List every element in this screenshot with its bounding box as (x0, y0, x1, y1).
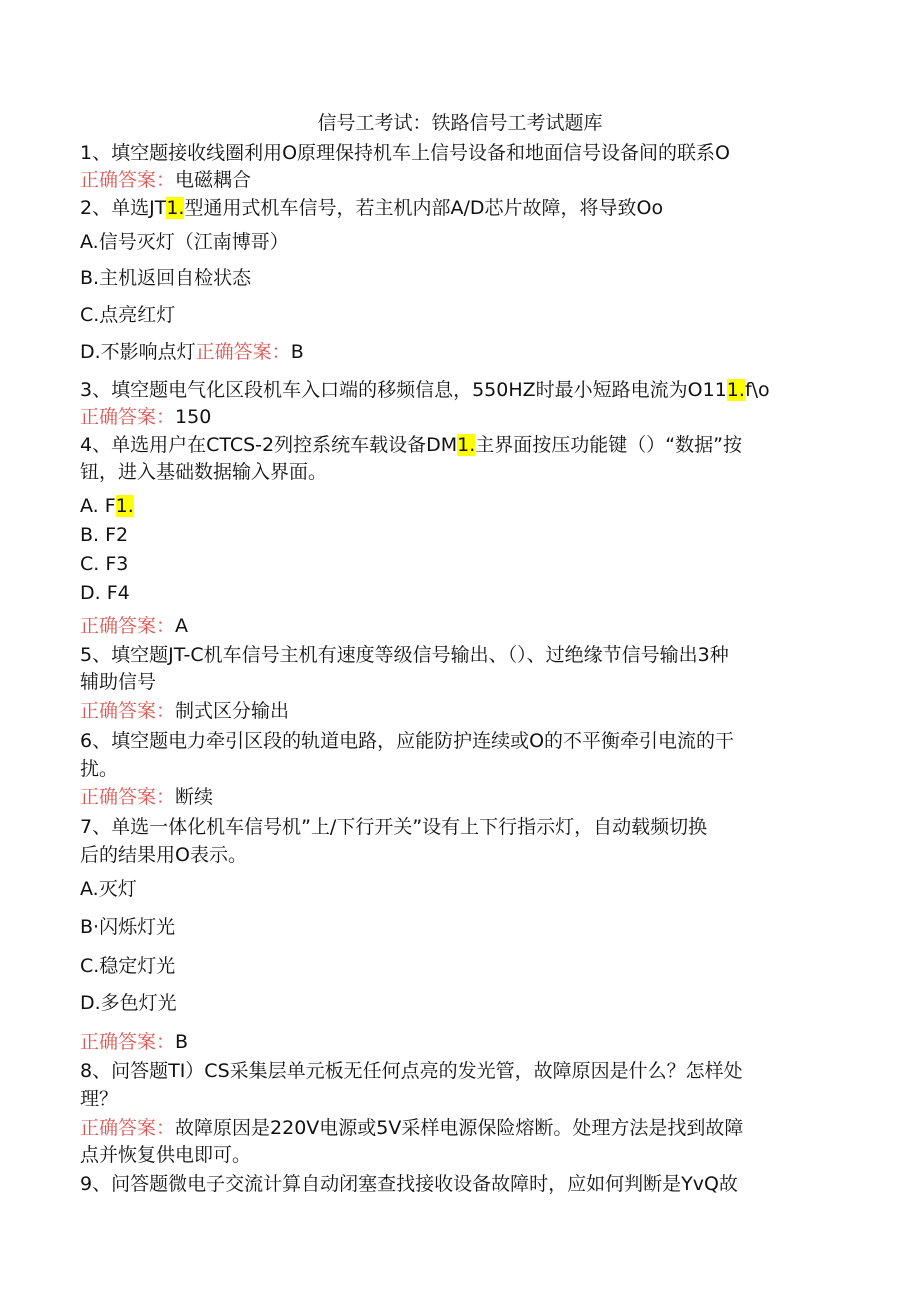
answer-text: 电磁耦合 (175, 169, 252, 191)
highlighted-text: 1. (115, 495, 134, 517)
question-7-stem-line2: 后的结果用O表示。 (80, 844, 247, 866)
stem-text: 4、单选用户在CTCS-2列控系统车载设备DM (80, 434, 458, 456)
question-5-stem: 5、填空题JT-C机车信号主机有速度等级信号输出、（）、过绝缘节信号输出3种 (80, 644, 729, 666)
answer-label: 正确答案： (80, 1031, 176, 1053)
option-text: A. F (80, 495, 116, 517)
question-6-stem: 6、填空题电力牵引区段的轨道电路，应能防护连续或O的不平衡牵引电流的干 (80, 730, 735, 752)
question-2-option-a: A.信号灭灯（江南博哥） (80, 231, 289, 253)
answer-label: 正确答案： (80, 786, 176, 808)
answer-text: 断续 (175, 786, 214, 808)
answer-label: 正确答案： (80, 406, 176, 428)
question-4-option-a (80, 493, 840, 519)
stem-text: f\o (744, 379, 770, 401)
question-7-answer (80, 1029, 840, 1055)
question-2-option-d (80, 339, 840, 365)
highlighted-text: 1. (166, 197, 185, 219)
question-2-option-c: C.点亮红灯 (80, 304, 176, 326)
question-3-stem (80, 377, 840, 403)
question-4-stem-line2: 钮，进入基础数据输入界面。 (80, 461, 328, 483)
question-6-stem-line2: 扰。 (80, 758, 119, 780)
question-4-option-b: B. F2 (80, 524, 129, 546)
question-1-answer (80, 167, 840, 193)
question-7-option-d: D.多色灯光 (80, 992, 177, 1014)
answer-text: 故障原因是220V电源或5V采样电源保险熔断。处理方法是找到故障 (175, 1117, 744, 1139)
stem-text: 型通用式机车信号，若主机内部A/D芯片故障，将导致Oo (184, 197, 664, 219)
answer-label: 正确答案： (80, 169, 176, 191)
question-8-answer (80, 1115, 840, 1141)
answer-text: A (175, 615, 189, 637)
answer-text: B (290, 341, 304, 363)
stem-text: 3、填空题电气化区段机车入口端的移频信息，550HZ时最小短路电流为O11 (80, 379, 727, 401)
question-6-answer (80, 784, 840, 810)
question-7-option-b: B·闪烁灯光 (80, 916, 176, 938)
question-4-option-c: C. F3 (80, 553, 129, 575)
question-2-stem (80, 195, 840, 221)
question-8-stem-line2: 理？ (80, 1088, 119, 1110)
question-7-option-c: C.稳定灯光 (80, 955, 176, 977)
question-7-option-a: A.灭灯 (80, 878, 137, 900)
document-title: 信号工考试：铁路信号工考试题库 (317, 112, 603, 134)
stem-text: 主界面按压功能键（）“数据”按 (475, 434, 742, 456)
stem-text: 2、单选JT (80, 197, 167, 219)
answer-label: 正确答案： (195, 341, 291, 363)
answer-text: 制式区分输出 (175, 700, 290, 722)
question-4-option-d: D. F4 (80, 582, 130, 604)
question-7-stem: 7、单选一体化机车信号机”上/下行开关”设有上下行指示灯，自动载频切换 (80, 816, 708, 838)
option-text: D.不影响点灯 (80, 341, 196, 363)
highlighted-text: 1. (457, 434, 476, 456)
question-8-answer-line2: 点并恢复供电即可。 (80, 1144, 252, 1166)
answer-label: 正确答案： (80, 700, 176, 722)
question-2-option-b: B.主机返回自检状态 (80, 267, 252, 289)
question-4-stem (80, 432, 840, 458)
question-9-stem: 9、问答题微电子交流计算自动闭塞查找接收设备故障时，应如何判断是YvQ故 (80, 1173, 738, 1195)
question-1-stem: 1、填空题接收线圈利用O原理保持机车上信号设备和地面信号设备间的联系O (80, 142, 731, 164)
highlighted-text: 1. (726, 379, 745, 401)
answer-label: 正确答案： (80, 1117, 176, 1139)
question-4-answer (80, 613, 840, 639)
question-5-answer (80, 698, 840, 724)
question-5-stem-line2: 辅助信号 (80, 671, 157, 693)
answer-text: 150 (175, 406, 212, 428)
answer-label: 正确答案： (80, 615, 176, 637)
question-3-answer (80, 404, 840, 430)
answer-text: B (175, 1031, 189, 1053)
question-8-stem: 8、问答题TI）CS采集层单元板无任何点亮的发光管，故障原因是什么？怎样处 (80, 1060, 743, 1082)
